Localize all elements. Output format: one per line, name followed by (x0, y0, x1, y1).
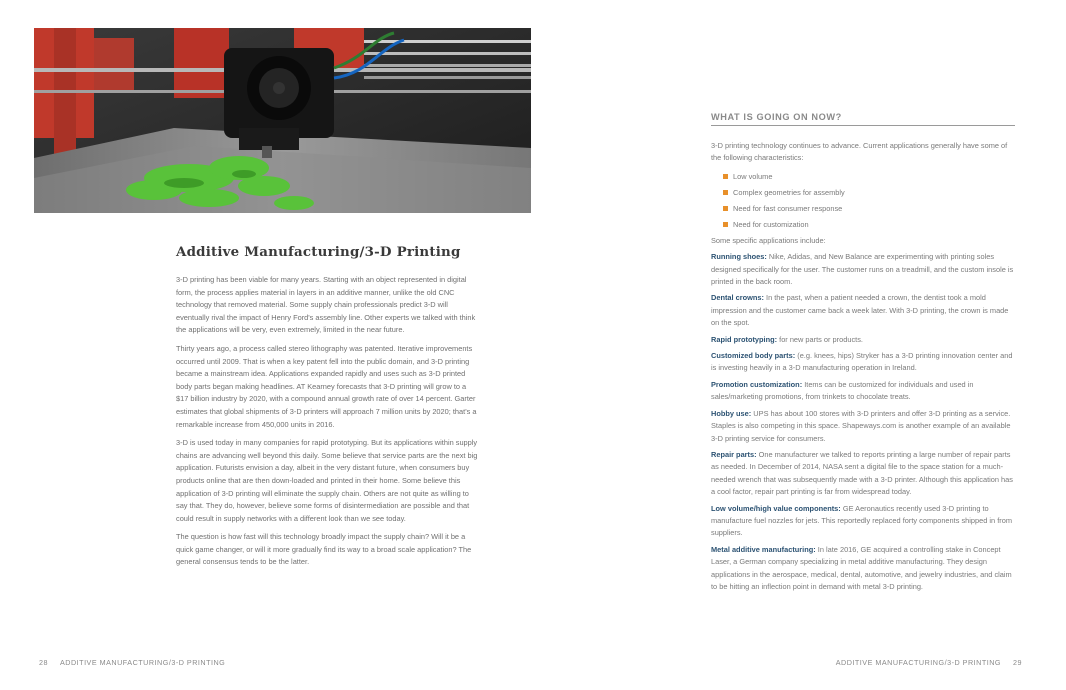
3d-printer-photo (34, 28, 531, 213)
application-item (711, 408, 1015, 445)
application-term: Running shoes: (711, 252, 767, 262)
body-paragraph: 3-D printing has been viable for many years. Starting with an object represented in digital form, the process applies material in layers in an additive manner, unlike the old CNC technology that removed material. Some supply chain professionals predict 3-D will eventually rival the impact of Henry Ford's assembly line. Other experts we talked with think the applications will be very, even extremely, limited in the near future. (176, 275, 476, 335)
square-bullet-icon (723, 174, 728, 179)
application-text: for new parts or products. (777, 334, 863, 344)
application-text: Items can be customized for individuals and used in sales/marketing promotions, from trinkets to chocolate treats. (711, 379, 974, 402)
application-item (711, 449, 1015, 499)
application-term: Customized body parts: (711, 351, 796, 361)
application-item (711, 251, 1015, 288)
list-item (723, 169, 1015, 185)
application-term: Metal additive manufacturing: (711, 544, 816, 554)
application-item (711, 379, 1015, 404)
square-bullet-icon (723, 222, 728, 227)
application-term: Hobby use: (711, 408, 752, 418)
application-item (711, 292, 1015, 329)
application-term: Rapid prototyping: (711, 334, 778, 344)
list-item-text: Complex geometries for assembly (733, 187, 845, 197)
list-item (723, 217, 1015, 233)
right-page-content (711, 112, 1015, 597)
application-term: Dental crowns: (711, 293, 764, 303)
application-term: Low volume/high value components: (711, 503, 841, 513)
application-item (711, 350, 1015, 375)
intro-paragraph: 3-D printing technology continues to advance. Current applications generally have some of the following characteristics: (711, 141, 1008, 163)
left-page-content (176, 244, 478, 575)
footer-label: ADDITIVE MANUFACTURING/3-D PRINTING (835, 658, 1001, 667)
application-text: GE Aeronautics recently used 3-D printing to manufacture fuel nozzles for jets. This reportedly replaced forty components shipped in from suppliers. (711, 503, 1012, 538)
application-text: (e.g. knees, hips) Stryker has a 3-D printing innovation center and is investing heavily in a 3-D manufacturing operation in Ireland. (711, 351, 1013, 373)
application-text: Nike, Adidas, and New Balance are experimenting with printing soles designed specifically for the user. The customer runs on a treadmill, and the custom insole is printed in the back room. (711, 252, 1014, 287)
right-page-footer (836, 658, 1034, 667)
left-page-footer (27, 658, 225, 667)
application-text: One manufacturer we talked to reports printing a large number of repair parts as needed. In December of 2014, NASA sent a digital file to the space station for a much-needed wrench that was subsequently made with a 3-D printer. Although this application has a cool factor, repair part printing is far from widespread today. (711, 449, 1013, 497)
page-title: Additive Manufacturing/3-D Printing (176, 244, 461, 260)
body-paragraph: 3-D is used today in many companies for rapid prototyping. But its applications within supply chains are advancing well beyond this daily. Some believe that service parts are the next big application. Futurists envision a day, albeit in the very distant future, when consumers buy products online that are then down-loaded and printed in their home. Some believe this application of 3-D printing will eliminate the supply chain. Others are not quite as willing to say that. They do, however, believe some forms of disintermediation are possible and that could result in supply networks with a different look than we see today. (176, 438, 478, 523)
section-heading: WHAT IS GOING ON NOW? (711, 112, 1015, 126)
square-bullet-icon (723, 206, 728, 211)
application-item (711, 544, 1015, 594)
list-item (723, 185, 1015, 201)
list-item-text: Low volume (733, 171, 773, 181)
footer-label: ADDITIVE MANUFACTURING/3-D PRINTING (60, 658, 226, 667)
application-term: Repair parts: (711, 449, 757, 459)
application-item (711, 334, 1015, 346)
application-term: Promotion customization: (711, 379, 803, 389)
characteristics-list (711, 169, 1015, 233)
page-number: 29 (1013, 658, 1022, 667)
application-text: In late 2016, GE acquired a controlling stake in Concept Laser, a German company specializing in metal additive manufacturing. They design applications in the aerospace, medical, dental, automotive, and jewelry industries, and claim to be hitting an inflection point in demand with metal 3-D printing. (711, 544, 1012, 591)
body-paragraph: Thirty years ago, a process called stereo lithography was patented. Iterative improvements occurred until 2009. That is when a key patent fell into the public domain, and 3-D printing became a mainstream idea. Applications expanded rapidly and uses such as 3-D printed body parts began making headlines. AT Kearney forecasts that 3-D printing will grow to a $17 billion industry by 2020, with a compound annual growth rate of over 14 percent. Garter estimates that global shipments of 3-D printers will approach 7 million units by 2020; that's a remarkable increase from 450,000 units in 2016. (176, 343, 477, 429)
list-item (723, 201, 1015, 217)
page-number: 28 (39, 658, 48, 667)
applications-intro: Some specific applications include: (711, 235, 826, 245)
square-bullet-icon (723, 190, 728, 195)
list-item-text: Need for fast consumer response (733, 203, 843, 213)
body-paragraph: The question is how fast will this technology broadly impact the supply chain? Will it be a quick game changer, or will it more gradually find its way to a broad scale application? The general consensus tends to be the latter. (176, 532, 472, 567)
list-item-text: Need for customization (733, 219, 809, 229)
application-text: UPS has about 100 stores with 3-D printers and offer 3-D printing as a service. Staples is also competing in this space. Shapeways.com is another example of an available 3-D printing service for consumers. (711, 408, 1011, 443)
application-item (711, 503, 1015, 540)
application-text: In the past, when a patient needed a crown, the dentist took a mold impression and the customer came back a week later. With 3-D printing, the crown is made on the spot. (711, 293, 1009, 328)
